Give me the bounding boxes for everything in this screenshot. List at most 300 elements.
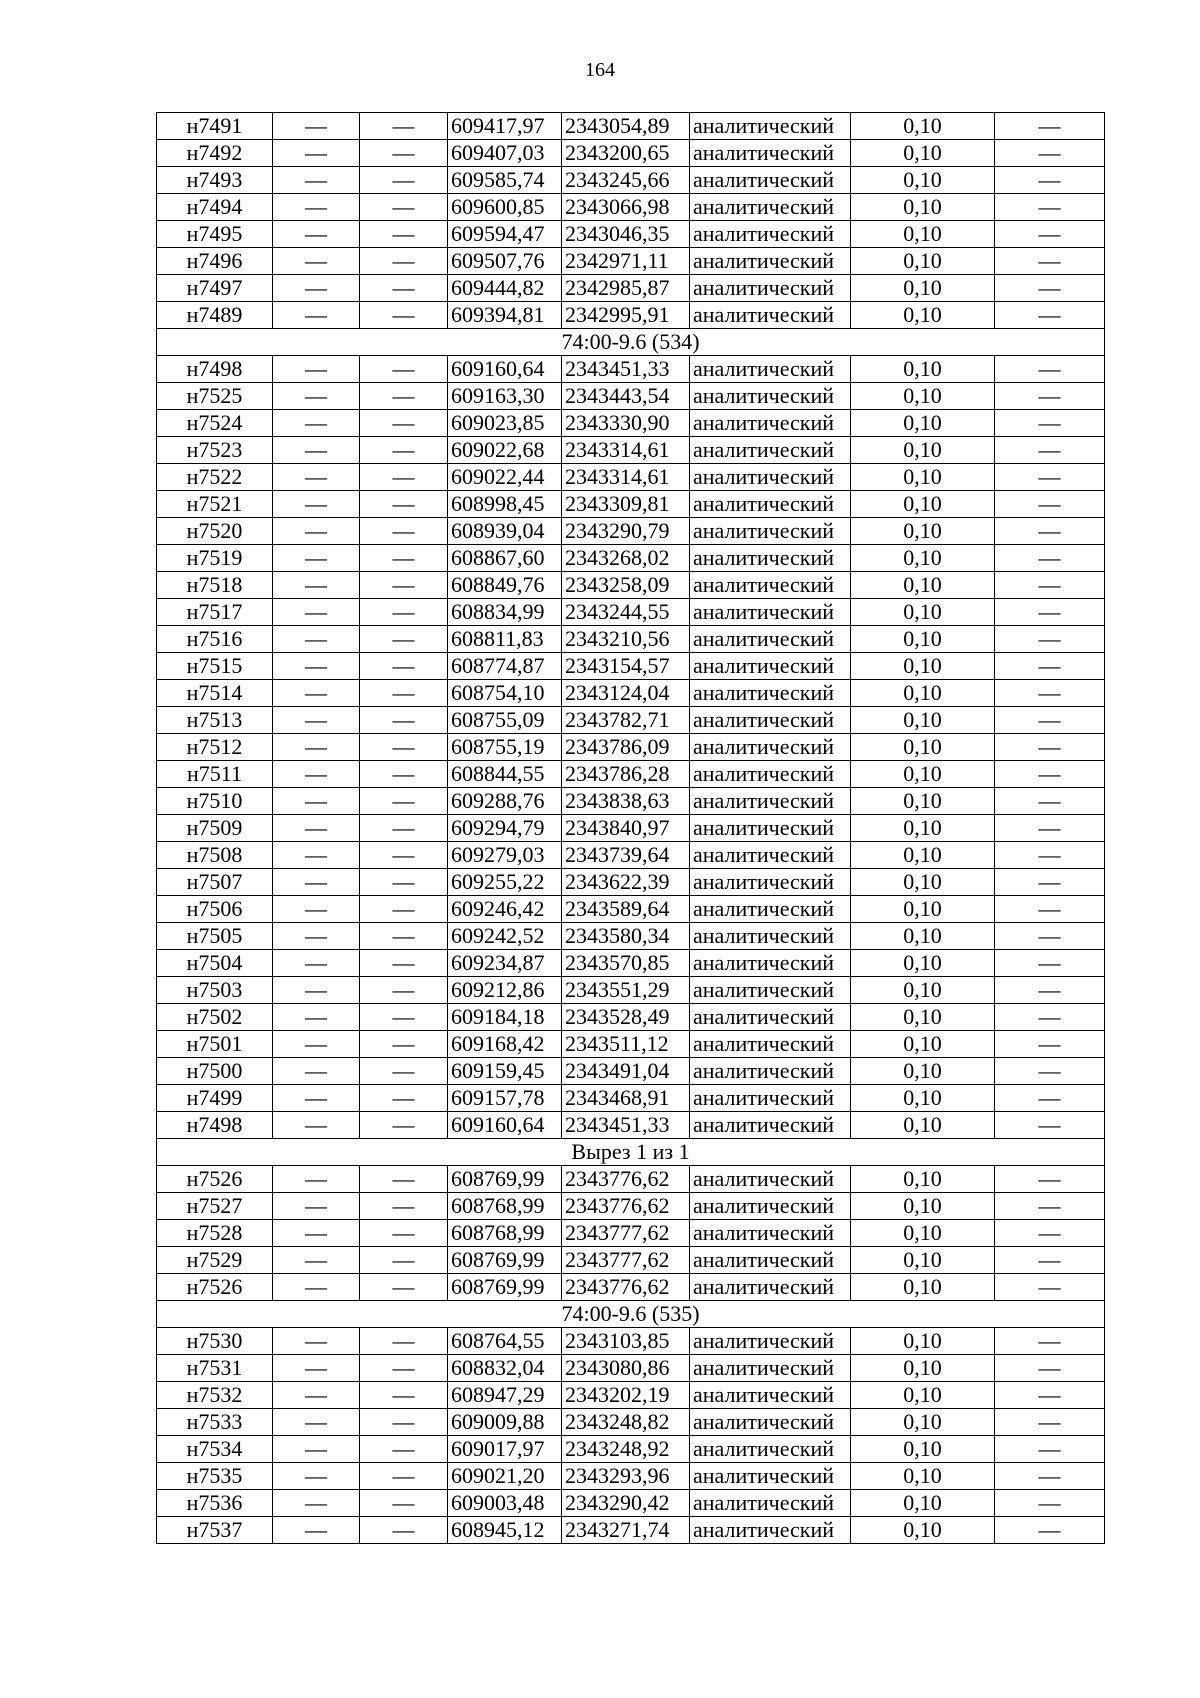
old-y-cell: — (360, 761, 448, 788)
point-name-cell: н7514 (157, 680, 273, 707)
description-cell: — (995, 761, 1105, 788)
point-name-cell: н7502 (157, 1004, 273, 1031)
old-y-cell: — (360, 842, 448, 869)
y-coordinate-cell: 2342995,91 (562, 302, 690, 329)
y-coordinate-cell: 2343258,09 (562, 572, 690, 599)
old-y-cell: — (360, 1463, 448, 1490)
y-coordinate-cell: 2343202,19 (562, 1382, 690, 1409)
method-cell: аналитический (690, 1328, 851, 1355)
old-x-cell: — (273, 545, 360, 572)
x-coordinate-cell: 608755,09 (448, 707, 562, 734)
method-cell: аналитический (690, 599, 851, 626)
old-x-cell: — (273, 1409, 360, 1436)
y-coordinate-cell: 2343776,62 (562, 1193, 690, 1220)
table-row (157, 761, 1105, 788)
old-x-cell: — (273, 950, 360, 977)
old-y-cell: — (360, 545, 448, 572)
table-row (157, 734, 1105, 761)
y-coordinate-cell: 2343314,61 (562, 464, 690, 491)
method-cell: аналитический (690, 950, 851, 977)
x-coordinate-cell: 609255,22 (448, 869, 562, 896)
table-row (157, 707, 1105, 734)
old-y-cell: — (360, 1409, 448, 1436)
accuracy-cell: 0,10 (851, 977, 995, 1004)
method-cell: аналитический (690, 383, 851, 410)
accuracy-cell: 0,10 (851, 896, 995, 923)
point-name-cell: н7497 (157, 275, 273, 302)
y-coordinate-cell: 2343330,90 (562, 410, 690, 437)
accuracy-cell: 0,10 (851, 545, 995, 572)
x-coordinate-cell: 609212,86 (448, 977, 562, 1004)
x-coordinate-cell: 608834,99 (448, 599, 562, 626)
old-y-cell: — (360, 1328, 448, 1355)
old-x-cell: — (273, 1031, 360, 1058)
method-cell: аналитический (690, 572, 851, 599)
table-row (157, 1328, 1105, 1355)
old-x-cell: — (273, 626, 360, 653)
y-coordinate-cell: 2343622,39 (562, 869, 690, 896)
x-coordinate-cell: 608769,99 (448, 1274, 562, 1301)
method-cell: аналитический (690, 1490, 851, 1517)
method-cell: аналитический (690, 869, 851, 896)
old-x-cell: — (273, 518, 360, 545)
y-coordinate-cell: 2343080,86 (562, 1355, 690, 1382)
table-row (157, 1004, 1105, 1031)
old-x-cell: — (273, 491, 360, 518)
x-coordinate-cell: 608768,99 (448, 1220, 562, 1247)
accuracy-cell: 0,10 (851, 707, 995, 734)
page-number: 164 (585, 59, 615, 81)
method-cell: аналитический (690, 1409, 851, 1436)
description-cell: — (995, 869, 1105, 896)
method-cell: аналитический (690, 1274, 851, 1301)
old-x-cell: — (273, 1490, 360, 1517)
x-coordinate-cell: 609017,97 (448, 1436, 562, 1463)
point-name-cell: н7510 (157, 788, 273, 815)
x-coordinate-cell: 608998,45 (448, 491, 562, 518)
old-x-cell: — (273, 869, 360, 896)
old-y-cell: — (360, 1247, 448, 1274)
y-coordinate-cell: 2343468,91 (562, 1085, 690, 1112)
description-cell: — (995, 977, 1105, 1004)
y-coordinate-cell: 2343451,33 (562, 1112, 690, 1139)
description-cell: — (995, 734, 1105, 761)
table-row (157, 653, 1105, 680)
x-coordinate-cell: 609242,52 (448, 923, 562, 950)
method-cell: аналитический (690, 788, 851, 815)
old-y-cell: — (360, 1436, 448, 1463)
old-x-cell: — (273, 356, 360, 383)
old-x-cell: — (273, 140, 360, 167)
old-x-cell: — (273, 383, 360, 410)
x-coordinate-cell: 608849,76 (448, 572, 562, 599)
x-coordinate-cell: 609184,18 (448, 1004, 562, 1031)
table-row (157, 1517, 1105, 1544)
table-row (157, 1274, 1105, 1301)
accuracy-cell: 0,10 (851, 680, 995, 707)
y-coordinate-cell: 2343200,65 (562, 140, 690, 167)
x-coordinate-cell: 609160,64 (448, 1112, 562, 1139)
y-coordinate-cell: 2343838,63 (562, 788, 690, 815)
accuracy-cell: 0,10 (851, 1085, 995, 1112)
point-name-cell: н7512 (157, 734, 273, 761)
y-coordinate-cell: 2343248,82 (562, 1409, 690, 1436)
accuracy-cell: 0,10 (851, 1274, 995, 1301)
method-cell: аналитический (690, 275, 851, 302)
x-coordinate-cell: 609417,97 (448, 113, 562, 140)
accuracy-cell: 0,10 (851, 410, 995, 437)
table-row (157, 950, 1105, 977)
point-name-cell: н7529 (157, 1247, 273, 1274)
table-row (157, 923, 1105, 950)
description-cell: — (995, 923, 1105, 950)
old-y-cell: — (360, 356, 448, 383)
accuracy-cell: 0,10 (851, 113, 995, 140)
accuracy-cell: 0,10 (851, 1220, 995, 1247)
old-y-cell: — (360, 1085, 448, 1112)
description-cell: — (995, 1490, 1105, 1517)
description-cell: — (995, 680, 1105, 707)
point-name-cell: н7493 (157, 167, 273, 194)
y-coordinate-cell: 2343776,62 (562, 1274, 690, 1301)
point-name-cell: н7499 (157, 1085, 273, 1112)
accuracy-cell: 0,10 (851, 1517, 995, 1544)
accuracy-cell: 0,10 (851, 194, 995, 221)
x-coordinate-cell: 609003,48 (448, 1490, 562, 1517)
accuracy-cell: 0,10 (851, 653, 995, 680)
x-coordinate-cell: 609157,78 (448, 1085, 562, 1112)
method-cell: аналитический (690, 1463, 851, 1490)
table-row (157, 1382, 1105, 1409)
accuracy-cell: 0,10 (851, 761, 995, 788)
point-name-cell: н7530 (157, 1328, 273, 1355)
x-coordinate-cell: 608768,99 (448, 1193, 562, 1220)
x-coordinate-cell: 609507,76 (448, 248, 562, 275)
point-name-cell: н7531 (157, 1355, 273, 1382)
accuracy-cell: 0,10 (851, 1463, 995, 1490)
old-y-cell: — (360, 1004, 448, 1031)
table-row (157, 545, 1105, 572)
x-coordinate-cell: 608947,29 (448, 1382, 562, 1409)
point-name-cell: н7520 (157, 518, 273, 545)
x-coordinate-cell: 609023,85 (448, 410, 562, 437)
old-y-cell: — (360, 518, 448, 545)
y-coordinate-cell: 2343309,81 (562, 491, 690, 518)
old-y-cell: — (360, 734, 448, 761)
section-label: Вырез 1 из 1 (157, 1139, 1105, 1166)
old-x-cell: — (273, 977, 360, 1004)
point-name-cell: н7509 (157, 815, 273, 842)
x-coordinate-cell: 608945,12 (448, 1517, 562, 1544)
table-row (157, 599, 1105, 626)
method-cell: аналитический (690, 1193, 851, 1220)
y-coordinate-cell: 2343154,57 (562, 653, 690, 680)
method-cell: аналитический (690, 302, 851, 329)
old-x-cell: — (273, 599, 360, 626)
y-coordinate-cell: 2343293,96 (562, 1463, 690, 1490)
point-name-cell: н7513 (157, 707, 273, 734)
y-coordinate-cell: 2343066,98 (562, 194, 690, 221)
old-y-cell: — (360, 167, 448, 194)
accuracy-cell: 0,10 (851, 815, 995, 842)
old-y-cell: — (360, 572, 448, 599)
table-row (157, 248, 1105, 275)
point-name-cell: н7522 (157, 464, 273, 491)
old-y-cell: — (360, 599, 448, 626)
old-x-cell: — (273, 113, 360, 140)
description-cell: — (995, 1085, 1105, 1112)
table-row (157, 221, 1105, 248)
y-coordinate-cell: 2343244,55 (562, 599, 690, 626)
description-cell: — (995, 1274, 1105, 1301)
old-y-cell: — (360, 275, 448, 302)
x-coordinate-cell: 609022,44 (448, 464, 562, 491)
table-row (157, 788, 1105, 815)
y-coordinate-cell: 2343290,79 (562, 518, 690, 545)
accuracy-cell: 0,10 (851, 1193, 995, 1220)
table-row (157, 275, 1105, 302)
accuracy-cell: 0,10 (851, 950, 995, 977)
accuracy-cell: 0,10 (851, 1166, 995, 1193)
description-cell: — (995, 275, 1105, 302)
y-coordinate-cell: 2343271,74 (562, 1517, 690, 1544)
description-cell: — (995, 599, 1105, 626)
table-row (157, 1409, 1105, 1436)
y-coordinate-cell: 2343589,64 (562, 896, 690, 923)
old-x-cell: — (273, 1463, 360, 1490)
table-row (157, 896, 1105, 923)
x-coordinate-cell: 609009,88 (448, 1409, 562, 1436)
old-x-cell: — (273, 464, 360, 491)
point-name-cell: н7517 (157, 599, 273, 626)
table-row (157, 977, 1105, 1004)
point-name-cell: н7521 (157, 491, 273, 518)
accuracy-cell: 0,10 (851, 437, 995, 464)
old-y-cell: — (360, 1220, 448, 1247)
old-y-cell: — (360, 1490, 448, 1517)
accuracy-cell: 0,10 (851, 302, 995, 329)
x-coordinate-cell: 609168,42 (448, 1031, 562, 1058)
point-name-cell: н7519 (157, 545, 273, 572)
x-coordinate-cell: 609600,85 (448, 194, 562, 221)
y-coordinate-cell: 2343245,66 (562, 167, 690, 194)
description-cell: — (995, 1463, 1105, 1490)
description-cell: — (995, 626, 1105, 653)
point-name-cell: н7496 (157, 248, 273, 275)
accuracy-cell: 0,10 (851, 599, 995, 626)
x-coordinate-cell: 608844,55 (448, 761, 562, 788)
method-cell: аналитический (690, 518, 851, 545)
old-y-cell: — (360, 113, 448, 140)
old-x-cell: — (273, 248, 360, 275)
method-cell: аналитический (690, 626, 851, 653)
y-coordinate-cell: 2343451,33 (562, 356, 690, 383)
description-cell: — (995, 383, 1105, 410)
description-cell: — (995, 437, 1105, 464)
x-coordinate-cell: 608755,19 (448, 734, 562, 761)
y-coordinate-cell: 2343776,62 (562, 1166, 690, 1193)
x-coordinate-cell: 608939,04 (448, 518, 562, 545)
description-cell: — (995, 1517, 1105, 1544)
old-x-cell: — (273, 1112, 360, 1139)
description-cell: — (995, 545, 1105, 572)
old-x-cell: — (273, 680, 360, 707)
description-cell: — (995, 842, 1105, 869)
point-name-cell: н7525 (157, 383, 273, 410)
y-coordinate-cell: 2343782,71 (562, 707, 690, 734)
accuracy-cell: 0,10 (851, 1382, 995, 1409)
table-row (157, 1031, 1105, 1058)
point-name-cell: н7526 (157, 1166, 273, 1193)
section-header-row (157, 1301, 1105, 1328)
table-row (157, 464, 1105, 491)
accuracy-cell: 0,10 (851, 626, 995, 653)
table-row (157, 140, 1105, 167)
point-name-cell: н7535 (157, 1463, 273, 1490)
method-cell: аналитический (690, 113, 851, 140)
accuracy-cell: 0,10 (851, 1490, 995, 1517)
description-cell: — (995, 788, 1105, 815)
y-coordinate-cell: 2343551,29 (562, 977, 690, 1004)
old-y-cell: — (360, 1193, 448, 1220)
table-row (157, 626, 1105, 653)
accuracy-cell: 0,10 (851, 572, 995, 599)
old-y-cell: — (360, 923, 448, 950)
description-cell: — (995, 167, 1105, 194)
old-x-cell: — (273, 221, 360, 248)
method-cell: аналитический (690, 1058, 851, 1085)
old-y-cell: — (360, 896, 448, 923)
method-cell: аналитический (690, 653, 851, 680)
method-cell: аналитический (690, 491, 851, 518)
accuracy-cell: 0,10 (851, 923, 995, 950)
table-row (157, 1166, 1105, 1193)
x-coordinate-cell: 608774,87 (448, 653, 562, 680)
old-y-cell: — (360, 464, 448, 491)
old-x-cell: — (273, 1247, 360, 1274)
accuracy-cell: 0,10 (851, 842, 995, 869)
y-coordinate-cell: 2343786,28 (562, 761, 690, 788)
accuracy-cell: 0,10 (851, 788, 995, 815)
old-y-cell: — (360, 194, 448, 221)
table-row (157, 491, 1105, 518)
table-body (157, 113, 1105, 1544)
old-x-cell: — (273, 275, 360, 302)
description-cell: — (995, 1436, 1105, 1463)
description-cell: — (995, 653, 1105, 680)
table-row (157, 167, 1105, 194)
y-coordinate-cell: 2343786,09 (562, 734, 690, 761)
accuracy-cell: 0,10 (851, 248, 995, 275)
x-coordinate-cell: 608764,55 (448, 1328, 562, 1355)
point-name-cell: н7501 (157, 1031, 273, 1058)
old-x-cell: — (273, 896, 360, 923)
accuracy-cell: 0,10 (851, 1058, 995, 1085)
old-y-cell: — (360, 950, 448, 977)
y-coordinate-cell: 2343210,56 (562, 626, 690, 653)
x-coordinate-cell: 608769,99 (448, 1247, 562, 1274)
accuracy-cell: 0,10 (851, 167, 995, 194)
y-coordinate-cell: 2342985,87 (562, 275, 690, 302)
table-row (157, 113, 1105, 140)
method-cell: аналитический (690, 410, 851, 437)
x-coordinate-cell: 609021,20 (448, 1463, 562, 1490)
point-name-cell: н7533 (157, 1409, 273, 1436)
y-coordinate-cell: 2342971,11 (562, 248, 690, 275)
x-coordinate-cell: 609163,30 (448, 383, 562, 410)
old-y-cell: — (360, 383, 448, 410)
point-name-cell: н7492 (157, 140, 273, 167)
description-cell: — (995, 896, 1105, 923)
description-cell: — (995, 221, 1105, 248)
y-coordinate-cell: 2343580,34 (562, 923, 690, 950)
old-y-cell: — (360, 788, 448, 815)
accuracy-cell: 0,10 (851, 140, 995, 167)
accuracy-cell: 0,10 (851, 1004, 995, 1031)
old-x-cell: — (273, 788, 360, 815)
old-y-cell: — (360, 1355, 448, 1382)
method-cell: аналитический (690, 545, 851, 572)
method-cell: аналитический (690, 464, 851, 491)
description-cell: — (995, 356, 1105, 383)
table-row (157, 869, 1105, 896)
table-row (157, 1193, 1105, 1220)
method-cell: аналитический (690, 1220, 851, 1247)
method-cell: аналитический (690, 761, 851, 788)
description-cell: — (995, 1328, 1105, 1355)
x-coordinate-cell: 609022,68 (448, 437, 562, 464)
old-y-cell: — (360, 1382, 448, 1409)
old-y-cell: — (360, 680, 448, 707)
point-name-cell: н7523 (157, 437, 273, 464)
method-cell: аналитический (690, 1004, 851, 1031)
point-name-cell: н7527 (157, 1193, 273, 1220)
y-coordinate-cell: 2343570,85 (562, 950, 690, 977)
description-cell: — (995, 518, 1105, 545)
accuracy-cell: 0,10 (851, 1112, 995, 1139)
method-cell: аналитический (690, 356, 851, 383)
old-x-cell: — (273, 815, 360, 842)
x-coordinate-cell: 609394,81 (448, 302, 562, 329)
table-row (157, 1436, 1105, 1463)
accuracy-cell: 0,10 (851, 464, 995, 491)
point-name-cell: н7507 (157, 869, 273, 896)
y-coordinate-cell: 2343840,97 (562, 815, 690, 842)
method-cell: аналитический (690, 140, 851, 167)
method-cell: аналитический (690, 896, 851, 923)
x-coordinate-cell: 609246,42 (448, 896, 562, 923)
point-name-cell: н7536 (157, 1490, 273, 1517)
y-coordinate-cell: 2343054,89 (562, 113, 690, 140)
old-x-cell: — (273, 572, 360, 599)
table-row (157, 356, 1105, 383)
table-row (157, 383, 1105, 410)
y-coordinate-cell: 2343511,12 (562, 1031, 690, 1058)
description-cell: — (995, 464, 1105, 491)
method-cell: аналитический (690, 221, 851, 248)
x-coordinate-cell: 609288,76 (448, 788, 562, 815)
old-y-cell: — (360, 302, 448, 329)
point-name-cell: н7515 (157, 653, 273, 680)
old-x-cell: — (273, 1004, 360, 1031)
y-coordinate-cell: 2343314,61 (562, 437, 690, 464)
y-coordinate-cell: 2343248,92 (562, 1436, 690, 1463)
old-x-cell: — (273, 302, 360, 329)
y-coordinate-cell: 2343491,04 (562, 1058, 690, 1085)
x-coordinate-cell: 609234,87 (448, 950, 562, 977)
point-name-cell: н7534 (157, 1436, 273, 1463)
table-row (157, 680, 1105, 707)
